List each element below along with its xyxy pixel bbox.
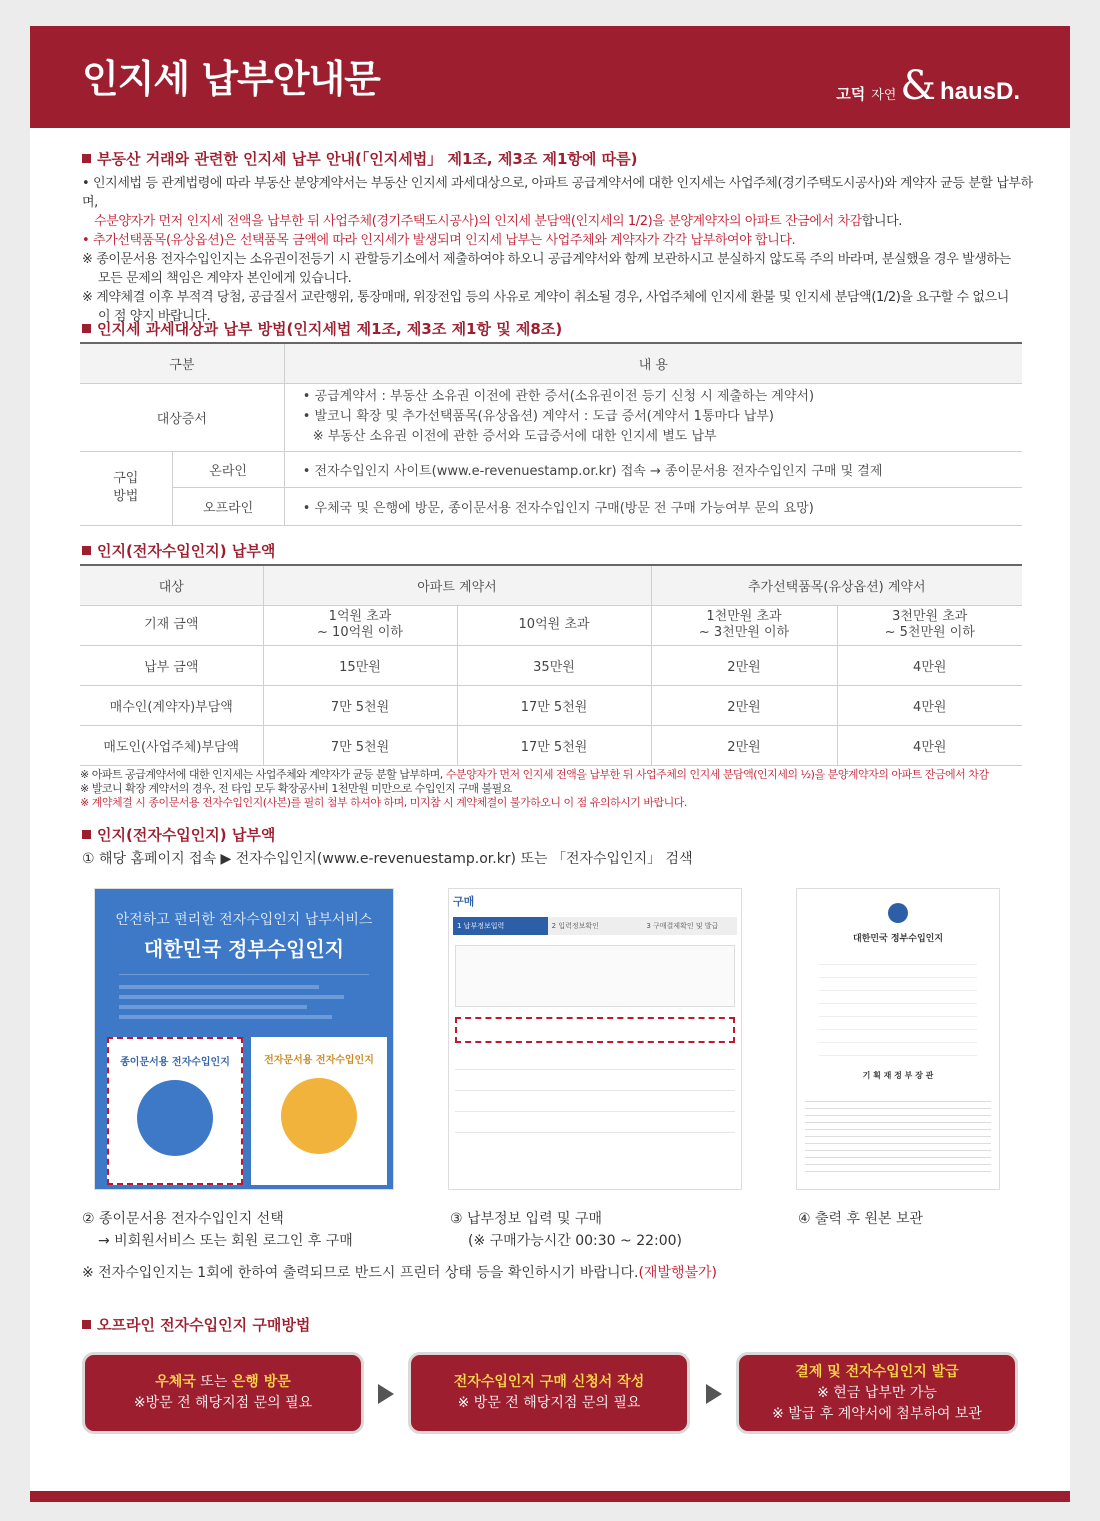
step1-text: ① 해당 홈페이지 접속 ▶ 전자수입인지(www.e-revenuestamp.or.kr) 또는 「전자수입인지」 검색 [82, 851, 693, 867]
shot1-line2: 대한민국 정부수입인지 [143, 937, 345, 961]
header-banner [30, 26, 1070, 128]
brand-logo [836, 63, 1020, 109]
homepage-screenshot [94, 888, 394, 1190]
section4-title: 인지(전자수입인지) 납부액 [82, 824, 275, 845]
logo-brand: hausD. [939, 78, 1020, 105]
table-cell: 대상증서 [80, 383, 284, 451]
s1-p2: • 추가선택품목(유상옵션)은 선택품목 금액에 따라 인지세가 발생되며 인지세 납부는 사업주체와 계약자가 각각 납부하여야 합니다. [82, 233, 796, 248]
shot2-form-rows [455, 1049, 735, 1139]
table-cell: 7만 5천원 [263, 725, 457, 765]
note-3: ※ 계약체결 시 종이문서용 전자수입인지(사본)를 필히 첨부 하셔야 하며, 미지참 시 계약체결이 불가하오니 이 점 유의하시기 바랍니다. [80, 796, 687, 809]
section3-title: 인지(전자수입인지) 납부액 [82, 540, 275, 561]
stamp-amount-table [80, 564, 1022, 766]
table-cell: 1억원 초과 ~ 10억원 이하 [263, 605, 457, 645]
flow-step-1: 우체국 또는 은행 방문 ※방문 전 해당지점 문의 필요 [82, 1352, 364, 1434]
table-header: 내 용 [284, 343, 1022, 383]
table-cell: 15만원 [263, 645, 457, 685]
table-cell: 2만원 [651, 685, 837, 725]
table-header: 아파트 계약서 [263, 565, 651, 605]
footer-bar [30, 1491, 1070, 1502]
table-cell: • 우체국 및 은행에 방문, 종이문서용 전자수입인지 구매(방문 전 구매 가능여부 문의 요망) [284, 487, 1022, 525]
paper-doc-icon [137, 1080, 213, 1156]
table-cell: 구입 방법 [80, 451, 172, 525]
table-cell: 2만원 [651, 645, 837, 685]
emblem-icon [888, 903, 908, 923]
shot2-highlight-row [455, 1017, 735, 1043]
s1-p3: ※ 종이문서용 전자수입인지는 소유권이전등기 시 관할등기소에서 제출하여야 하오니 공급계약서와 함께 보관하시고 분실하지 않도록 주의 바라며, 분실했을 경우 발생하는 [82, 252, 1011, 267]
section2-title: 인지세 과세대상과 납부 방법(인지세법 제1조, 제3조 제1항 및 제8조) [82, 318, 562, 339]
caption-2: ② 종이문서용 전자수입인지 선택 → 비회원서비스 또는 회원 로그인 후 구매 [82, 1211, 353, 1249]
shot3-notes [805, 1095, 991, 1175]
stamp-certificate-screenshot [796, 888, 1000, 1190]
table-cell: 납부 금액 [80, 645, 263, 685]
paper-stamp-card[interactable]: 종이문서용 전자수입인지 [107, 1037, 243, 1185]
table-cell: 기재 금액 [80, 605, 263, 645]
logo-text-1: 고덕 [836, 85, 866, 103]
logo-text-2: 자연 [871, 88, 897, 103]
shot1-text-block [119, 974, 369, 1032]
logo-ampersand: & [900, 63, 936, 109]
flow-step-2: 전자수입인지 구매 신청서 작성 ※ 방문 전 해당지점 문의 필요 [408, 1352, 690, 1434]
shot2-steps: 1 납부정보입력 2 입력정보확인 3 구매결제확인 및 발급 [453, 917, 737, 935]
shot3-body [819, 952, 977, 1062]
s1-p1: • 인지세법 등 관계법령에 따라 부동산 분양계약서는 부동산 인지세 과세대상으로, 아파트 공급계약서에 대한 인지세는 사업주체(경기주택도시공사)와 계약자 균등 분할 납부하며, [82, 176, 1033, 210]
document-page [30, 26, 1070, 1502]
flow-arrow-icon [378, 1384, 394, 1404]
table-header: 대상 [80, 565, 263, 605]
table-cell: 매수인(계약자)부담액 [80, 685, 263, 725]
section5-title: 오프라인 전자수입인지 구매방법 [82, 1314, 310, 1335]
flow-step-3: 결제 및 전자수입인지 발급 ※ 현금 납부만 가능 ※ 발급 후 계약서에 첨부하여 보관 [736, 1352, 1018, 1434]
table-cell: • 공급계약서 : 부동산 소유권 이전에 관한 증서(소유권이전 등기 신청 시 제출하는 계약서) • 발코니 확장 및 추가선택품목(유상옵션) 계약서 : 도급 증서(계약서 1통마다 납부) ※ 부동산 소유권 이전에 관한 증서와 도급증서에 대한 인지세 별도 납부 [284, 383, 1022, 451]
table-cell: 4만원 [837, 645, 1022, 685]
reissue-warning: ※ 전자수입인지는 1회에 한하여 출력되므로 반드시 프린터 상태 등을 확인하시기 바랍니다.(재발행불가) [82, 1265, 717, 1281]
table-cell: 온라인 [172, 451, 284, 487]
shot3-footer: 기 획 재 정 부 장 관 [862, 1071, 934, 1080]
shot2-notice [455, 945, 735, 1007]
shot3-title: 대한민국 정부수입인지 [852, 934, 944, 944]
tax-method-table [80, 342, 1022, 526]
note-1: ※ 아파트 공급계약서에 대한 인지세는 사업주체와 계약자가 균등 분할 납부하며, 수분양자가 먼저 인지세 전액을 납부한 뒤 사업주체의 인지세 분담액(인지세의 ½)을 분양계약자의 아파트 잔금에서 차감 [80, 768, 989, 781]
table-cell: 4만원 [837, 725, 1022, 765]
table-cell: 17만 5천원 [457, 685, 651, 725]
s1-p4-cont: 이 점 양지 바랍니다. [98, 309, 211, 324]
table-cell: 매도인(사업주체)부담액 [80, 725, 263, 765]
shot1-line1: 안전하고 편리한 전자수입인지 납부서비스 [115, 912, 373, 928]
shot2-title: 구매 [453, 895, 475, 908]
table-cell: 오프라인 [172, 487, 284, 525]
table-cell: 7만 5천원 [263, 685, 457, 725]
table-cell: 35만원 [457, 645, 651, 685]
table-cell: 10억원 초과 [457, 605, 651, 645]
table-cell: 2만원 [651, 725, 837, 765]
s1-p1-cont: 수분양자가 먼저 인지세 전액을 납부한 뒤 사업주체(경기주택도시공사)의 인지세 분담액(인지세의 1/2)을 분양계약자의 아파트 잔금에서 차감합니다. [94, 214, 902, 229]
caption-4: ④ 출력 후 원본 보관 [798, 1211, 924, 1227]
tablet-doc-icon [281, 1078, 357, 1154]
purchase-form-screenshot [448, 888, 742, 1190]
table-cell: 1천만원 초과 ~ 3천만원 이하 [651, 605, 837, 645]
section3-notes [80, 768, 1040, 810]
caption-3: ③ 납부정보 입력 및 구매 (※ 구매가능시간 00:30 ~ 22:00) [450, 1211, 683, 1249]
note-2: ※ 발코니 확장 계약서의 경우, 전 타입 모두 확장공사비 1천만원 미만으로 수입인지 구매 불필요 [80, 782, 512, 795]
s1-p4: ※ 계약체결 이후 부적격 당첨, 공급질서 교란행위, 통장매매, 위장전입 등의 사유로 계약이 취소될 경우, 사업주체에 인지세 환불 및 인지세 분담액(1/2)을 요구할 수 없으니 [82, 290, 1009, 305]
s1-p3-cont: 모든 문제의 책임은 계약자 본인에게 있습니다. [98, 271, 352, 286]
table-cell: • 전자수입인지 사이트(www.e-revenuestamp.or.kr) 접속 → 종이문서용 전자수입인지 구매 및 결제 [284, 451, 1022, 487]
page-title: 인지세 납부안내문 [82, 57, 380, 101]
flow-arrow-icon [706, 1384, 722, 1404]
section1-body [82, 174, 1042, 326]
section1-title: 부동산 거래와 관련한 인지세 납부 안내(「인지세법」 제1조, 제3조 제1항에 따름) [82, 148, 637, 169]
table-header: 구분 [80, 343, 284, 383]
electronic-stamp-card[interactable]: 전자문서용 전자수입인지 [251, 1037, 387, 1185]
table-cell: 3천만원 초과 ~ 5천만원 이하 [837, 605, 1022, 645]
table-cell: 4만원 [837, 685, 1022, 725]
table-cell: 17만 5천원 [457, 725, 651, 765]
table-header: 추가선택품목(유상옵션) 계약서 [651, 565, 1022, 605]
